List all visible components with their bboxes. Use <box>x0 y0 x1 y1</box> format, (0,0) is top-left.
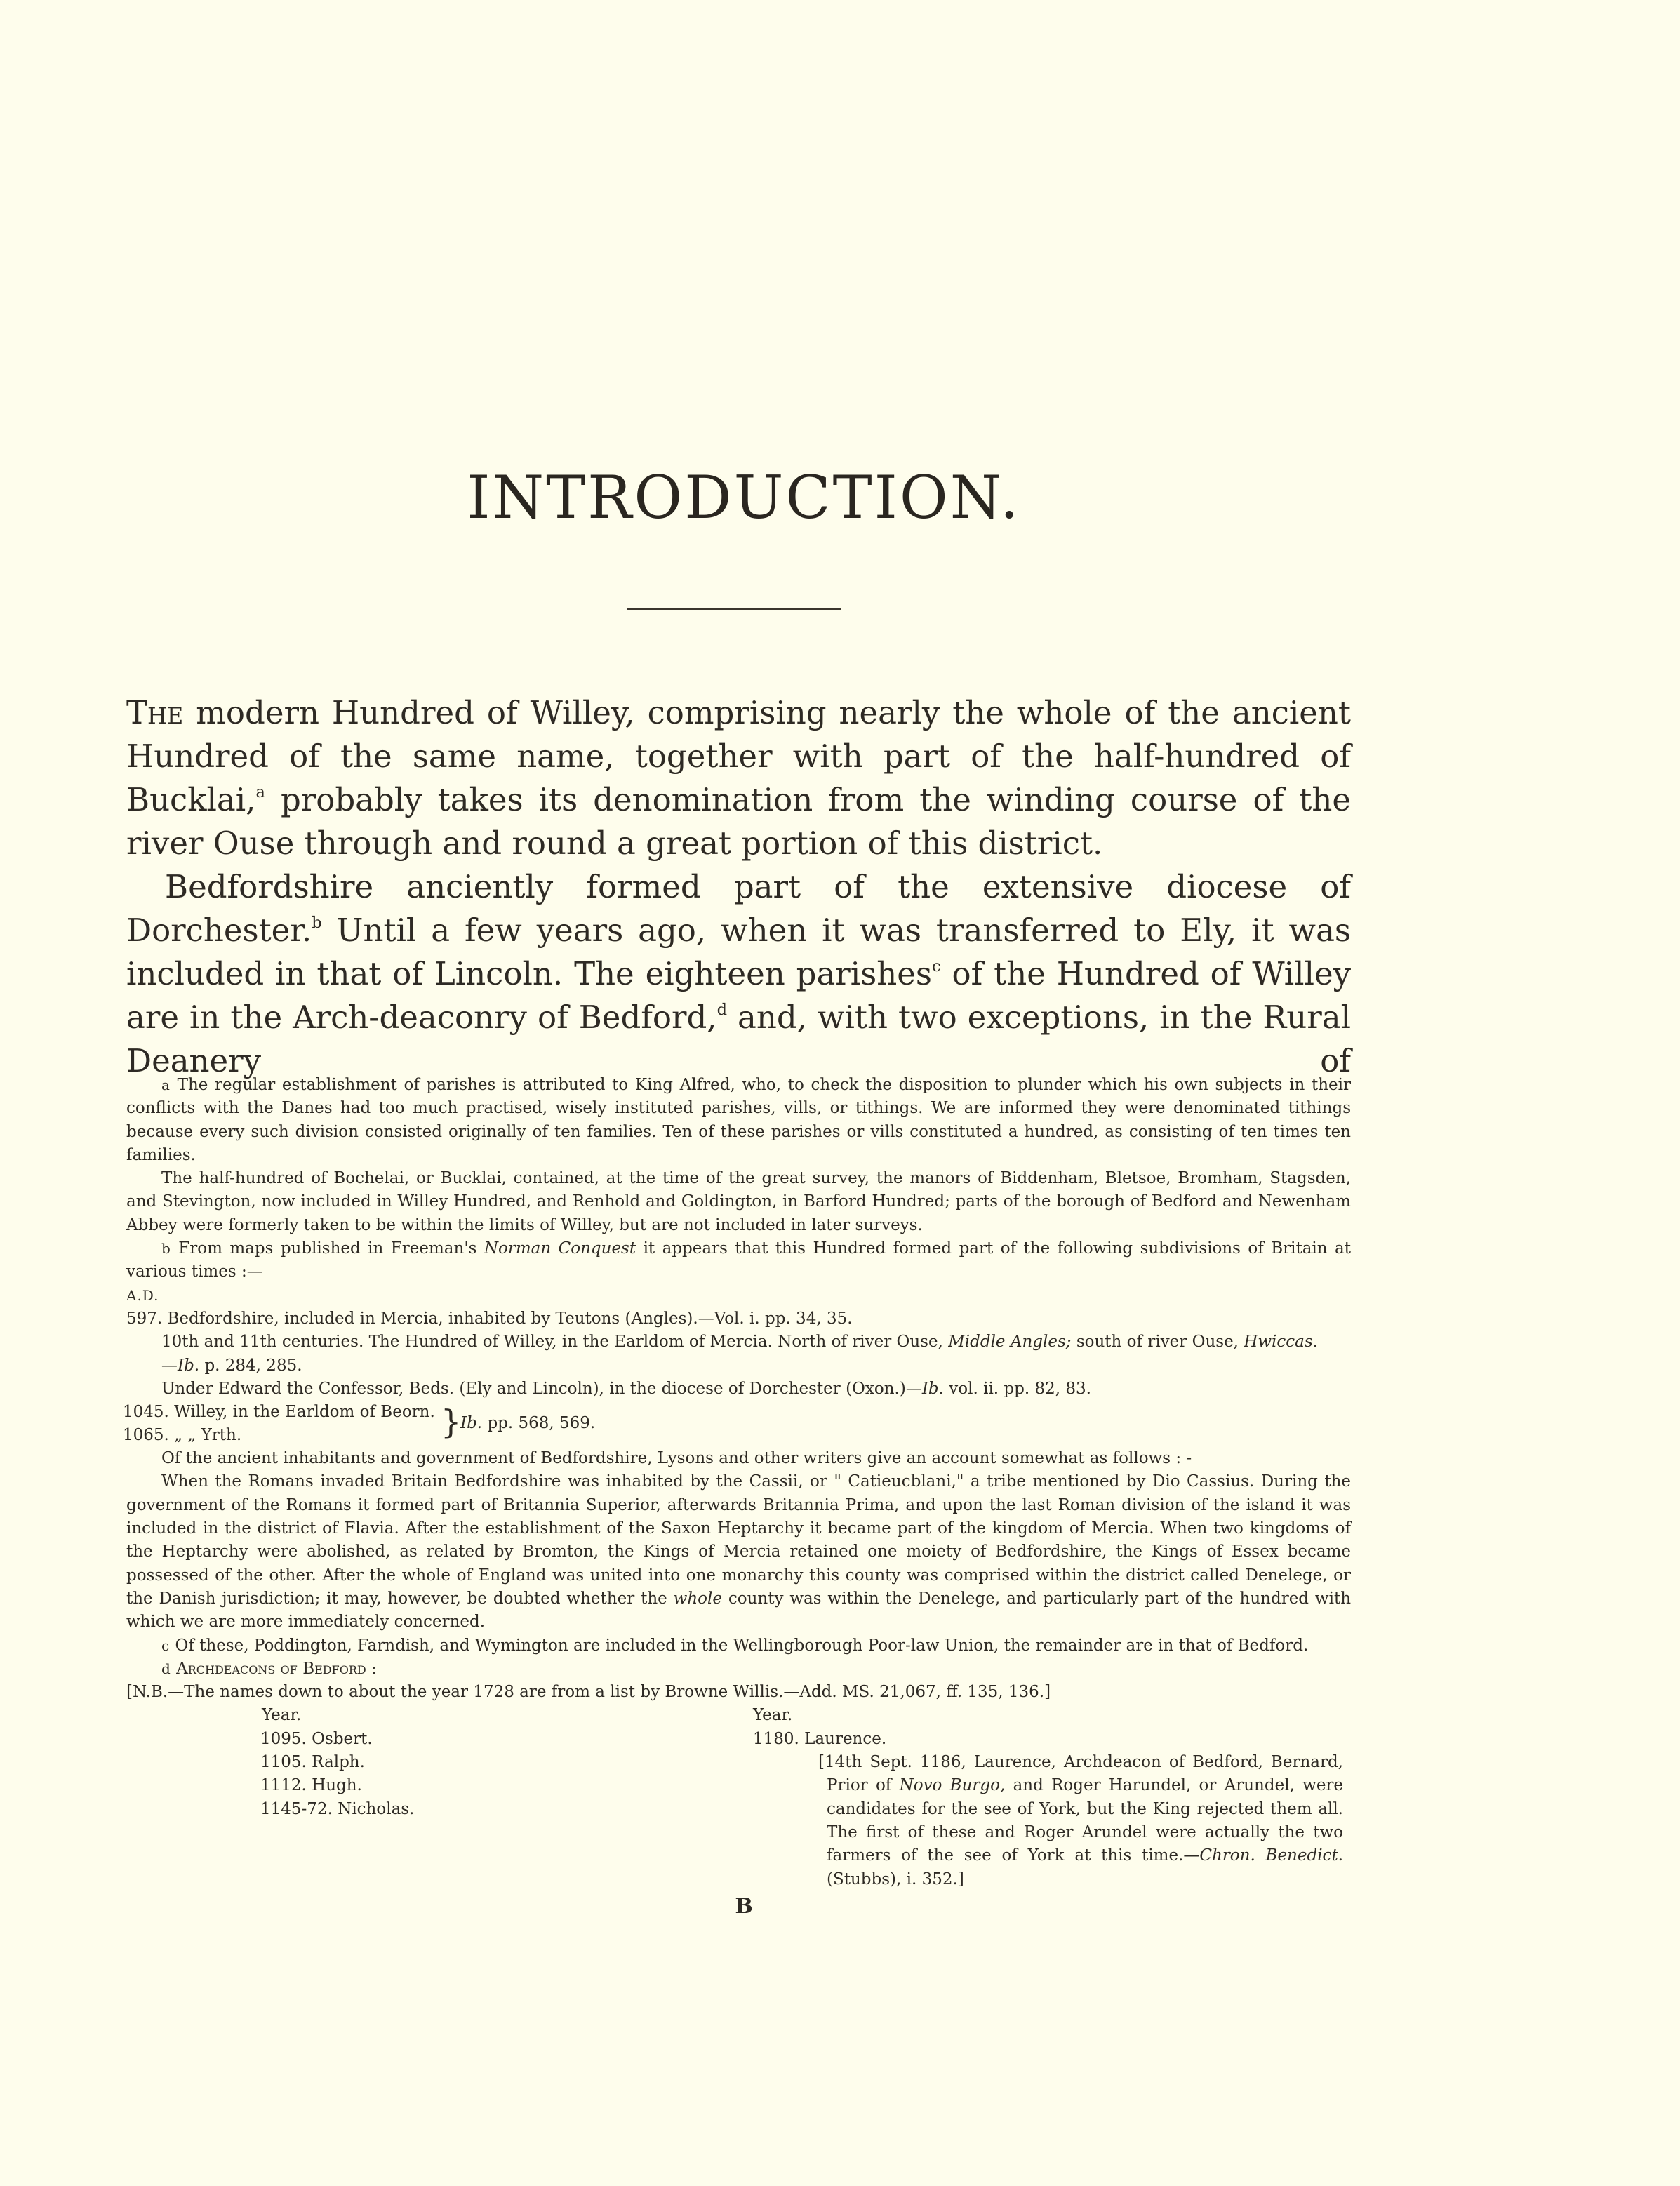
footnote-mark-d: d <box>161 1660 171 1677</box>
p1-end: probably takes its denomination from the winding course of the river Ouse through and round a great portion of this district. <box>126 781 1351 862</box>
ad-label <box>126 1284 1351 1307</box>
footnotes <box>123 1074 1352 1914</box>
p2-b: Until a few years ago, when it was transferred to Ely, it was included in that of Lincoln. The eighteen parishes <box>126 912 1351 992</box>
ib1-text: p. 284, 285. <box>204 1356 302 1375</box>
line-edward <box>126 1378 1351 1401</box>
line-597: 597. Bedfordshire, included in Mercia, inhabited by Teutons (Angles).—Vol. i. pp. 34, 35. <box>126 1309 853 1328</box>
page-title: INTRODUCTION. <box>467 463 1021 532</box>
ib2-italic: Ib. <box>460 1414 483 1433</box>
footnote-d <box>126 1658 1351 1681</box>
archdeacons-right-column <box>753 1704 1356 1891</box>
laurence-note <box>818 1751 1344 1891</box>
archdeacon-item: 1105. Ralph. <box>260 1753 365 1772</box>
brace-ref <box>460 1412 595 1435</box>
ad-text: A.D. <box>126 1286 159 1304</box>
ib2-text: pp. 568, 569. <box>487 1414 596 1433</box>
earldom-brace-block <box>123 1401 1351 1447</box>
footnote-c <box>126 1634 1351 1658</box>
archdeacon-item: 1095. Osbert. <box>260 1729 373 1748</box>
archdeacon-item: 1145-72. Nicholas. <box>260 1799 415 1818</box>
line-ancient: Of the ancient inhabitants and government of Bedfordshire, Lysons and other writers give an account somewhat as follows : - <box>161 1449 1192 1468</box>
archdeacon-item: 1112. Hugh. <box>260 1776 362 1795</box>
archdeacons-list <box>126 1704 1351 1914</box>
footnote-mark-a: a <box>161 1077 171 1093</box>
p2-c: of the Hundred of Willey are in the Arch-deaconry of Bedford, <box>126 955 1352 1036</box>
main-text <box>126 691 1351 1083</box>
line-10th-italic2: Hwiccas. <box>1244 1333 1319 1352</box>
archdeacon-item: 1180. Laurence. <box>753 1729 887 1748</box>
p2-d: and, with two exceptions, in the Rural Deanery of <box>126 999 1351 1079</box>
nb-line: [N.B.—The names down to about the year 1728 are from a list by Browne Willis.—Add. MS. 21,067, ff. 135, 136.] <box>126 1683 1051 1702</box>
p1-text: modern Hundred of Willey, comprising nearly the whole of the ancient Hundred of the same name, together with part of the half-hundred of Bucklai, <box>126 694 1351 818</box>
line-10th-text: 10th and 11th centuries. The Hundred of Willey, in the Earldom of Mercia. North of river Ouse, <box>161 1333 943 1352</box>
romans-italic: whole <box>673 1589 722 1608</box>
brace-icon: } <box>441 1403 462 1441</box>
lead-word: The <box>126 694 184 731</box>
romans-text2: county was within the Denelege, and particularly part of the hundred with which we are more immediately concerned. <box>126 1589 1352 1632</box>
archdeacons-left-column <box>260 1704 541 1820</box>
footnote-b-text1: From maps published in Freeman's <box>178 1239 477 1258</box>
footnote-ref-b[interactable]: b <box>312 913 322 932</box>
paragraph-2 <box>126 865 1351 1083</box>
signature-mark: B <box>735 1894 753 1919</box>
footnote-a-text: The regular establishment of parishes is attributed to King Alfred, who, to check the disposition to plunder which his own subjects in their conflicts with the Danes had too much practised, wisely instituted parishes, vills, or tithings. We are informed they were denominated tithings because every such division consisted originally of ten families. Ten of these parishes or vills constituted a hundred, as consisting of ten times ten families. <box>126 1076 1352 1164</box>
footnote-ref-d[interactable]: d <box>716 1000 728 1019</box>
romans-text1: When the Romans invaded Britain Bedfordshire was inhabited by the Cassii, or " Catieucblani," a tribe mentioned by Dio Cassius. During the government of the Romans it formed part of Britannia Superior, afterwards Britannia Prima, and upon the last Roman division of the island it was included in the district of Flavia. After the establishment of the Saxon Heptarchy it became part of the kingdom of Mercia. When two kingdoms of the Heptarchy were abolished, as related by Bromton, the Kings of Mercia retained one moiety of Bedfordshire, the Kings of Essex became possessed of the other. After the whole of England was united into one monarchy this county was comprised within the district called Denelege, or the Danish jurisdiction; it may, however, be doubted whether the <box>126 1472 1351 1608</box>
year-heading-right: Year. <box>753 1706 793 1725</box>
line-1045: 1045. Willey, in the Earldom of Beorn. <box>123 1403 435 1422</box>
edward-text: Under Edward the Confessor, Beds. (Ely and Lincoln), in the diocese of Dorchester (Oxon.)— <box>161 1379 922 1398</box>
footnote-a <box>126 1074 1351 1167</box>
laurence-note-text1: [14th Sept. 1186, Laurence, Archdeacon of Bedford, Bernard, Prior of <box>818 1753 1343 1795</box>
book-title: Norman Conquest <box>484 1239 636 1258</box>
p2-a: Bedfordshire anciently formed part of the extensive diocese of Dorchester. <box>126 868 1351 949</box>
laurence-note-italic: Novo Burgo, <box>899 1776 1006 1795</box>
edward-italic: Ib. <box>921 1379 944 1398</box>
title-rule <box>627 608 841 610</box>
footnote-mark-c: c <box>161 1637 171 1654</box>
line-romans <box>126 1470 1351 1634</box>
footnote-b-text2: it appears that this Hundred formed part of the following subdivisions of Britain at various times :— <box>126 1239 1351 1281</box>
ib1-italic: —Ib. <box>161 1356 200 1375</box>
footnote-mark-b: b <box>161 1240 171 1258</box>
footnote-b <box>126 1237 1351 1284</box>
year-heading-left: Year. <box>262 1706 302 1725</box>
footnote-ref-a[interactable]: a <box>255 782 265 801</box>
line-10th-italic1: Middle Angles; <box>948 1333 1072 1352</box>
footnote-ref-c[interactable]: c <box>932 957 941 975</box>
line-10th-text2: south of river Ouse, <box>1076 1333 1239 1352</box>
laurence-note-text2: and Roger Harundel, or Arundel, were candidates for the see of York, but the King rejected them all. The first of these and Roger Arundel were actually the two farmers of the see of York at this time.— <box>827 1776 1344 1865</box>
line-ib1 <box>126 1354 1351 1378</box>
footnote-c-text: Of these, Poddington, Farndish, and Wymington are included in the Wellingborough Poor-law Union, the remainder are in that of Bedford. <box>175 1636 1309 1655</box>
line-10th <box>126 1331 1351 1354</box>
laurence-note-text3: (Stubbs), i. 352.] <box>827 1870 964 1888</box>
laurence-note-italic2: Chron. Benedict. <box>1199 1846 1343 1865</box>
archdeacons-heading: Archdeacons of Bedford : <box>176 1659 377 1678</box>
paragraph-1 <box>126 691 1351 865</box>
edward-end: vol. ii. pp. 82, 83. <box>949 1379 1091 1398</box>
line-1065: 1065. „ „ Yrth. <box>123 1426 242 1445</box>
footnote-a-cont: The half-hundred of Bochelai, or Bucklai, contained, at the time of the great survey, the manors of Biddenham, Bletsoe, Bromham, Stagsden, and Stevington, now included in Willey Hundred, and Renhold and Goldington, in Barford Hundred; parts of the borough of Bedford and Newenham Abbey were formerly taken to be within the limits of Willey, but are not included in later surveys. <box>126 1169 1351 1234</box>
